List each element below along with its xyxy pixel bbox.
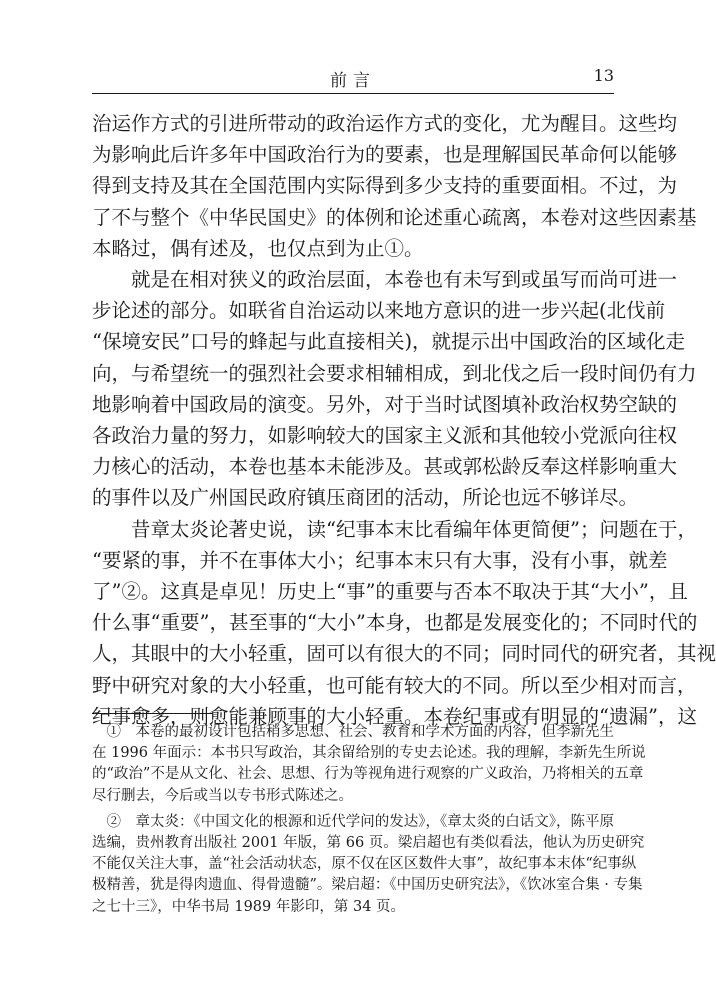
footnote-line: 极精善，犹是得肉遗血、得骨遗髓”。梁启超：《中国历史研究法》，《饮冰室合集 · 专集 <box>92 877 643 894</box>
body-text <box>92 108 716 732</box>
text-line: 地影响着中国政局的演变。另外，对于当时试图填补政治权势空缺的 <box>92 392 678 416</box>
text-line: 什么事“重要”，甚至事的“大小”本身，也都是发展变化的；不同时代的 <box>92 611 698 635</box>
running-head <box>92 66 614 90</box>
footnotes <box>92 722 646 923</box>
footnote-line: 选编，贵州教育出版社 2001 年版，第 66 页。梁启超也有类似看法，他认为历史研究 <box>92 835 645 852</box>
page-number: 13 <box>593 66 614 85</box>
footnote-line: ② 章太炎：《中国文化的根源和近代学问的发达》，《章太炎的白话文》，陈平原 <box>92 813 614 830</box>
text-line: 人，其眼中的大小轻重，固可以有很大的不同；同时同代的研究者，其视 <box>92 642 716 666</box>
footnote-1 <box>92 722 646 807</box>
text-line: 本略过，偶有述及，也仅点到为止①。 <box>92 236 424 260</box>
footnote-line: 的“政治”不是从文化、社会、思想、行为等视角进行观察的广义政治，乃将相关的五章 <box>92 766 644 783</box>
running-head-title: 前言 <box>330 71 376 91</box>
text-line: 了不与整个《中华民国史》的体例和论述重心疏离，本卷对这些因素基 <box>92 205 697 229</box>
footnote-line: 不能仅关注大事，盖“社会活动状态，原不仅在区区数件大事”，故纪事本末体“纪事纵 <box>92 856 637 873</box>
footnote-line: ① 本卷的最初设计包括稍多思想、社会、教育和学术方面的内容，但李新先生 <box>92 724 614 740</box>
footnote-rule <box>92 713 212 714</box>
text-line: “保境安民”口号的蜂起与此直接相关)，就提示出中国政治的区域化走 <box>92 330 686 354</box>
text-line: 步论述的部分。如联省自治运动以来地方意识的进一步兴起(北伐前 <box>92 299 666 323</box>
text-line: 得到支持及其在全国范围内实际得到多少支持的重要面相。不过，为 <box>92 174 678 198</box>
text-line: 各政治力量的努力，如影响较大的国家主义派和其他较小党派向往权 <box>92 424 678 448</box>
footnote-line: 之七十三》，中华书局 1989 年影印，第 34 页。 <box>92 898 406 915</box>
text-line: 了”②。这真是卓见！历史上“事”的重要与否本不取决于其“大小”，且 <box>92 580 688 604</box>
text-line: 野中研究对象的大小轻重，也可能有较大的不同。所以至少相对而言， <box>92 673 697 697</box>
footnote-2 <box>92 812 645 918</box>
paragraph-3 <box>92 514 716 732</box>
text-line: 治运作方式的引进所带动的政治运作方式的变化，尤为醒目。这些均 <box>92 112 678 135</box>
text-line: 纪事愈多，则愈能兼顾事的大小轻重。本卷纪事或有明显的“遗漏”，这 <box>92 704 697 728</box>
text-line: 向，与希望统一的强烈社会要求相辅相成，到北伐之后一段时间仍有力 <box>92 361 697 385</box>
footnote-line: 尽行删去，今后或当以专书形式陈述之。 <box>92 787 353 804</box>
paragraph-2 <box>92 264 697 514</box>
text-line: 为影响此后许多年中国政治行为的要素，也是理解国民革命何以能够 <box>92 143 678 167</box>
footnote-line: 在 1996 年面示：本书只写政治，其余留给别的专史去论述。我的理解，李新先生所说 <box>92 745 646 762</box>
text-line: “要紧的事，并不在事体大小；纪事本末只有大事，没有小事，就差 <box>92 548 668 572</box>
text-line: 昔章太炎论著史说，读“纪事本末比看编年体更简便”；问题在于， <box>92 517 697 541</box>
text-line: 就是在相对狭义的政治层面，本卷也有未写到或虽写而尚可进一 <box>92 268 678 292</box>
header-rule <box>92 93 614 94</box>
paragraph-1 <box>92 108 697 264</box>
text-line: 的事件以及广州国民政府镇压商团的活动，所论也远不够详尽。 <box>92 486 639 510</box>
text-line: 力核心的活动，本卷也基本未能涉及。甚或郭松龄反奉这样影响重大 <box>92 455 678 479</box>
